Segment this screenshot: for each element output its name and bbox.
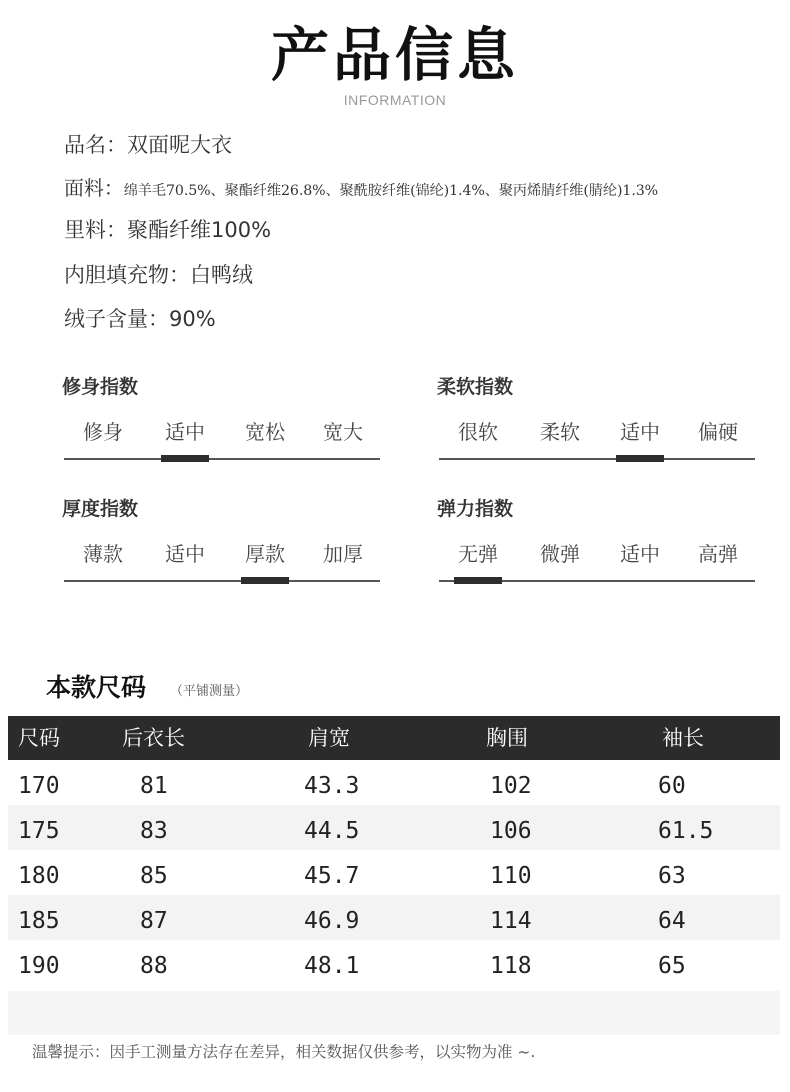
header-back-length: 后衣长 [122, 726, 185, 750]
fit-index-option: 适中 [165, 420, 205, 444]
info-down-content: 绒子含量：90% [64, 307, 216, 331]
thickness-index-option: 厚款 [245, 542, 285, 566]
size-section-note: （平铺测量） [170, 684, 249, 699]
fit-index-track [64, 458, 380, 460]
softness-index-option: 偏硬 [698, 420, 738, 444]
cell-back-length: 88 [140, 953, 168, 979]
size-table-header [8, 716, 780, 760]
fit-index [62, 372, 382, 472]
table-row [8, 850, 780, 895]
size-table [8, 716, 780, 1035]
cell-sleeve: 64 [658, 908, 686, 934]
cell-size: 175 [18, 818, 60, 844]
fit-index-marker [161, 455, 209, 462]
header-size: 尺码 [18, 726, 60, 750]
elasticity-index [437, 494, 757, 594]
info-filling: 内胆填充物：白鸭绒 [64, 263, 253, 287]
cell-shoulder: 45.7 [304, 863, 360, 889]
header-chest: 胸围 [486, 726, 528, 750]
cell-sleeve: 65 [658, 953, 686, 979]
header-sleeve: 袖长 [662, 726, 704, 750]
cell-sleeve: 61.5 [658, 818, 714, 844]
info-lining: 里料：聚酯纤维100% [64, 218, 272, 242]
cell-back-length: 85 [140, 863, 168, 889]
size-section-title: 本款尺码 [46, 673, 147, 702]
softness-index [437, 372, 757, 472]
elasticity-index-option: 高弹 [698, 542, 738, 566]
elasticity-index-option: 无弹 [458, 542, 498, 566]
elasticity-index-option: 微弹 [540, 542, 580, 566]
header-shoulder: 肩宽 [308, 726, 350, 750]
softness-index-option: 适中 [620, 420, 660, 444]
page-title: 产品信息 [270, 21, 519, 89]
softness-index-option: 很软 [458, 420, 498, 444]
softness-index-title: 柔软指数 [437, 376, 514, 398]
cell-chest: 110 [490, 863, 532, 889]
thickness-index-title: 厚度指数 [62, 498, 139, 520]
softness-index-marker [616, 455, 664, 462]
thickness-index [62, 494, 382, 594]
cell-chest: 102 [490, 773, 532, 799]
size-table-footer-row [8, 991, 780, 1035]
info-fabric-value: 绵羊毛70.5%、聚酯纤维26.8%、聚酰胺纤维(锦纶)1.4%、聚丙烯腈纤维(腈纶)1.3% [123, 183, 659, 199]
thickness-index-option: 加厚 [323, 542, 363, 566]
table-row [8, 760, 780, 805]
info-fabric-label: 面料： [64, 176, 124, 200]
cell-shoulder: 43.3 [304, 773, 360, 799]
fit-index-option: 修身 [83, 420, 123, 444]
cell-sleeve: 60 [658, 773, 686, 799]
info-product-name: 品名：双面呢大衣 [64, 133, 232, 157]
thickness-index-option: 适中 [165, 542, 205, 566]
cell-shoulder: 44.5 [304, 818, 360, 844]
cell-shoulder: 48.1 [304, 953, 360, 979]
cell-chest: 118 [490, 953, 532, 979]
softness-index-track [439, 458, 755, 460]
size-table-body [8, 760, 780, 985]
table-row [8, 940, 780, 985]
elasticity-index-marker [454, 577, 502, 584]
fit-index-option: 宽松 [245, 420, 285, 444]
fit-index-option: 宽大 [323, 420, 363, 444]
measurement-tip: 温馨提示：因手工测量方法存在差异，相关数据仅供参考，以实物为准 ~. [32, 1043, 536, 1061]
thickness-index-track [64, 580, 380, 582]
elasticity-index-option: 适中 [620, 542, 660, 566]
cell-size: 185 [18, 908, 60, 934]
cell-back-length: 81 [140, 773, 168, 799]
elasticity-index-title: 弹力指数 [437, 498, 514, 520]
cell-size: 180 [18, 863, 60, 889]
cell-size: 170 [18, 773, 60, 799]
cell-sleeve: 63 [658, 863, 686, 889]
cell-shoulder: 46.9 [304, 908, 360, 934]
cell-back-length: 83 [140, 818, 168, 844]
cell-back-length: 87 [140, 908, 168, 934]
cell-chest: 114 [490, 908, 532, 934]
cell-chest: 106 [490, 818, 532, 844]
table-row [8, 895, 780, 940]
cell-size: 190 [18, 953, 60, 979]
softness-index-option: 柔软 [540, 420, 580, 444]
thickness-index-option: 薄款 [83, 542, 123, 566]
page-subtitle: INFORMATION [343, 92, 447, 108]
table-row [8, 805, 780, 850]
info-fabric [64, 174, 658, 205]
fit-index-title: 修身指数 [62, 376, 139, 398]
thickness-index-marker [241, 577, 289, 584]
